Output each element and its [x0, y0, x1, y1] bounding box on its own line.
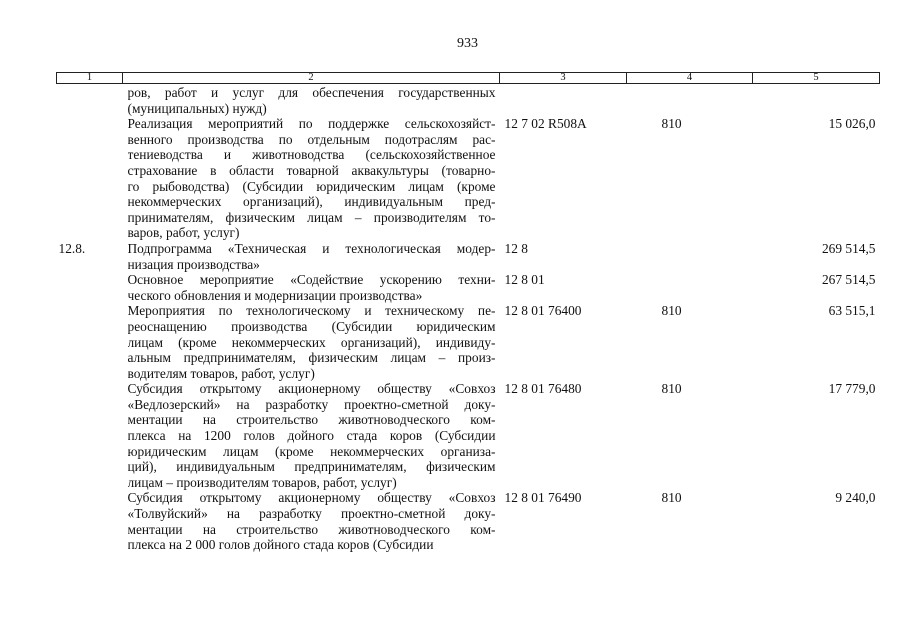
row-number: [57, 303, 123, 381]
row-number: [57, 490, 123, 552]
amount: 9 240,0: [835, 490, 876, 506]
row-description: [123, 381, 500, 490]
row-description: [123, 303, 500, 381]
table-row: [57, 381, 880, 490]
description-line: тениеводства и животноводства (сельскохозяйственное: [127, 147, 496, 163]
description-line: ментации на строительство животноводческого ком-: [127, 412, 496, 428]
target-article-code: 12 8 01 76480: [504, 381, 582, 397]
description-line: «Толвуйский» на разработку проектно-сметной доку-: [127, 506, 496, 522]
amount: 267 514,5: [821, 272, 876, 288]
amount: [753, 84, 880, 117]
description-line: (муниципальных) нужд): [127, 100, 267, 116]
row-number: [57, 272, 123, 303]
expense-type-code: 810: [661, 116, 682, 132]
table-row: [57, 84, 880, 117]
description-line: Подпрограмма «Техническая и технологическая модер-: [127, 240, 496, 256]
header-col-2: 2: [123, 73, 500, 84]
description-line: Реализация мероприятий по поддержке сельскохозяйст-: [127, 116, 496, 132]
row-description: [123, 84, 500, 117]
description-line: некоммерческих организаций), индивидуальным пред-: [127, 194, 496, 210]
description-line: водителям товаров, работ, услуг): [127, 365, 315, 381]
row-description: [123, 116, 500, 241]
description-line: Мероприятия по технологическому и техническому пе-: [127, 303, 496, 319]
row-description: [123, 490, 500, 552]
row-number: [57, 84, 123, 117]
expense-type-code: 810: [661, 490, 682, 506]
target-article-code: 12 7 02 R508A: [504, 116, 587, 132]
budget-table: [56, 72, 880, 553]
row-number: [57, 381, 123, 490]
expense-type-code: 810: [661, 303, 682, 319]
expense-type-code: [627, 272, 753, 303]
row-description: [123, 272, 500, 303]
amount: 63 515,1: [828, 303, 876, 319]
amount: 17 779,0: [828, 381, 876, 397]
description-line: принимателям, физическим лицам – производителям то-: [127, 209, 496, 225]
amount: 15 026,0: [828, 116, 876, 132]
description-line: «Ведлозерский» на разработку проектно-сметной доку-: [127, 396, 496, 412]
table-row: [57, 241, 880, 272]
expense-type-code: 810: [661, 381, 682, 397]
table-row: [57, 490, 880, 552]
description-line: страхование в области товарной аквакультуры (товарно-: [127, 162, 496, 178]
target-article-code: 12 8 01 76490: [504, 490, 582, 506]
description-line: лицам (кроме некоммерческих организаций), индивиду-: [127, 334, 496, 350]
row-number: [57, 116, 123, 241]
description-line: лицам – производителям товаров, работ, услуг): [127, 474, 397, 490]
table-header: [57, 73, 880, 84]
description-line: го рыбоводства) (Субсидии юридическим лицам (кроме: [127, 178, 496, 194]
header-col-4: 4: [627, 73, 753, 84]
description-line: Субсидия открытому акционерному обществу «Совхоз: [127, 381, 496, 397]
row-number: 12.8.: [58, 240, 86, 256]
description-line: альным предпринимателям, физическим лицам – произ-: [127, 350, 496, 366]
expense-type-code: [627, 84, 753, 117]
table-row: [57, 116, 880, 241]
row-description: [123, 241, 500, 272]
header-col-3: 3: [500, 73, 627, 84]
table-row: [57, 272, 880, 303]
target-article-code: 12 8: [504, 240, 528, 256]
description-line: ций), индивидуальным предпринимателям, физическим: [127, 459, 496, 475]
description-line: ментации на строительство животноводческого ком-: [127, 521, 496, 537]
target-article-code: [500, 84, 627, 117]
target-article-code: 12 8 01: [504, 272, 545, 288]
description-line: Основное мероприятие «Содействие ускорению техни-: [127, 272, 496, 288]
description-line: Субсидия открытому акционерному обществу «Совхоз: [127, 490, 496, 506]
description-line: венного производства по отдельным подотраслям рас-: [127, 131, 496, 147]
expense-type-code: [627, 241, 753, 272]
table-row: [57, 303, 880, 381]
description-line: плекса на 2 000 голов дойного стада коров (Субсидии: [127, 537, 434, 553]
description-line: юридическим лицам (кроме некоммерческих организа-: [127, 443, 496, 459]
description-line: ров, работ и услуг для обеспечения государственных: [127, 85, 496, 100]
header-col-1: 1: [57, 73, 123, 84]
amount: 269 514,5: [821, 240, 876, 256]
table-body: [57, 84, 880, 553]
description-line: варов, работ, услуг): [127, 225, 240, 241]
header-row: [57, 73, 880, 84]
description-line: низация производства»: [127, 256, 260, 272]
description-line: плекса на 1200 голов дойного стада коров (Субсидии: [127, 428, 496, 444]
target-article-code: 12 8 01 76400: [504, 303, 582, 319]
description-line: реоснащению производства (Субсидии юридическим: [127, 318, 496, 334]
page-number: 933: [457, 36, 478, 51]
header-col-5: 5: [753, 73, 880, 84]
description-line: ческого обновления и модернизации производства»: [127, 287, 423, 303]
